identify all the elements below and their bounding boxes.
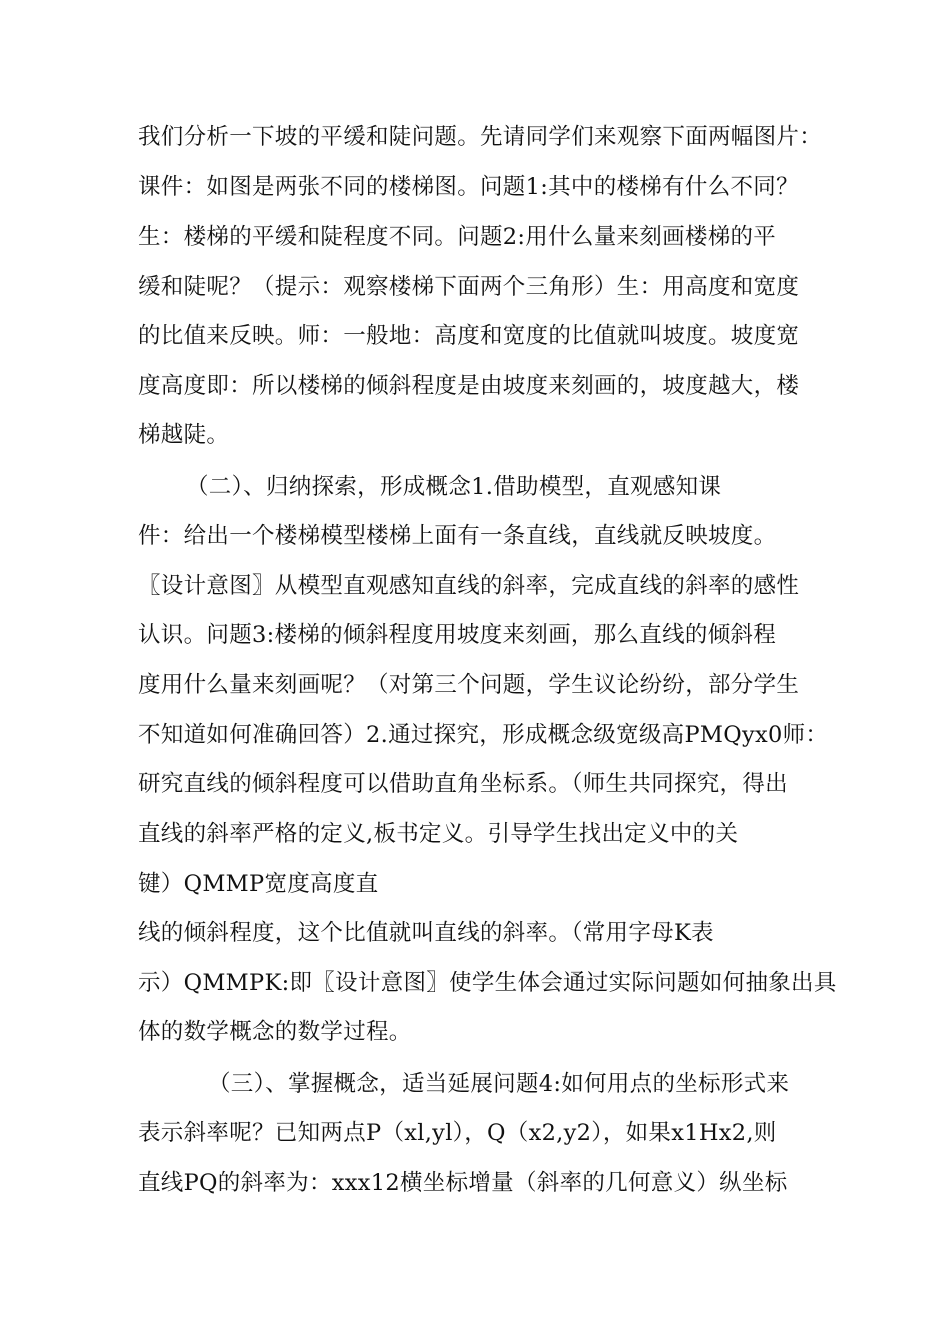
paragraph-line: 直线的斜率严格的定义,板书定义。引导学生找出定义中的关 — [138, 821, 739, 847]
paragraph-line: 线的倾斜程度，这个比值就叫直线的斜率。（常用字母K表 — [138, 920, 714, 946]
paragraph-line: 课件：如图是两张不同的楼梯图。问题1:其中的楼梯有什么不同？ — [138, 174, 799, 200]
paragraph-line: 梯越陡。 — [138, 422, 230, 448]
paragraph-line: 表示斜率呢？已知两点P（xl,yl），Q（x2,y2），如果x1Hx2,则 — [138, 1120, 777, 1146]
paragraph-line: 体的数学概念的数学过程。 — [138, 1019, 412, 1045]
section-heading-line: （三）、掌握概念，适当延展问题4:如何用点的坐标形式来 — [208, 1071, 790, 1097]
section-heading-line: （二）、归纳探索，形成概念1.借助模型，直观感知课 — [186, 474, 722, 500]
paragraph-line: 直线PQ的斜率为：xxx12横坐标增量（斜率的几何意义）纵坐标 — [138, 1170, 788, 1196]
paragraph-line: 我们分析一下坡的平缓和陡问题。先请同学们来观察下面两幅图片： — [138, 124, 823, 150]
paragraph-line: 认识。问题3:楼梯的倾斜程度用坡度来刻画，那么直线的倾斜程 — [138, 622, 777, 648]
paragraph-line: 〖设计意图〗从模型直观感知直线的斜率，完成直线的斜率的感性 — [138, 573, 800, 599]
paragraph-line: 缓和陡呢？（提示：观察楼梯下面两个三角形）生：用高度和宽度 — [138, 274, 800, 300]
paragraph-line: 研究直线的倾斜程度可以借助直角坐标系。（师生共同探究，得出 — [138, 771, 788, 797]
paragraph-line: 件：给出一个楼梯模型楼梯上面有一条直线，直线就反映坡度。 — [138, 523, 777, 549]
paragraph-line: 生：楼梯的平缓和陡程度不同。问题2:用什么量来刻画楼梯的平 — [138, 224, 777, 250]
paragraph-line: 键）QMMP宽度高度直 — [138, 871, 379, 897]
paragraph-line: 不知道如何准确回答）2.通过探究，形成概念级宽级高PMQyx0师： — [138, 722, 829, 748]
paragraph-line: 度用什么量来刻画呢？（对第三个问题，学生议论纷纷，部分学生 — [138, 672, 800, 698]
paragraph-line: 示）QMMPK:即〖设计意图〗使学生体会通过实际问题如何抽象出具 — [138, 970, 837, 996]
paragraph-line: 度高度即：所以楼梯的倾斜程度是由坡度来刻画的，坡度越大，楼 — [138, 373, 800, 399]
paragraph-line: 的比值来反映。师：一般地：高度和宽度的比值就叫坡度。坡度宽 — [138, 323, 800, 349]
